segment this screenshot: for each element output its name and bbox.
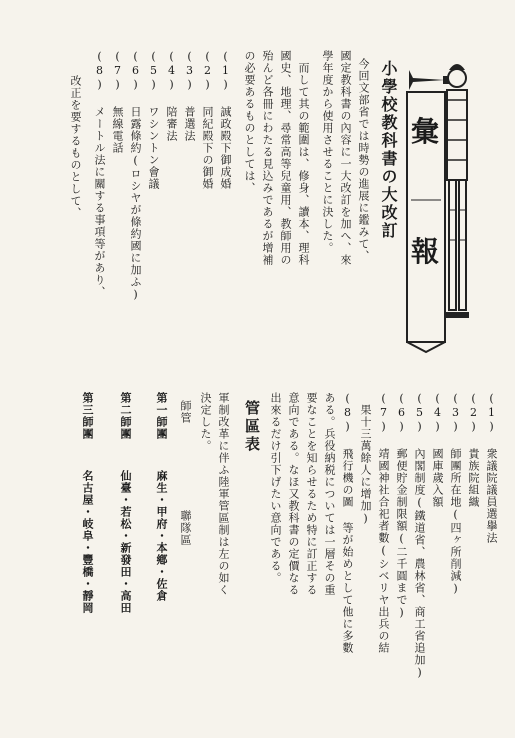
article1-line: 殆んど各冊にわたる見込みであるが增補 (261, 50, 274, 266)
article2-line: (8) 飛行機の圖 等が始めとして他に多數 (341, 392, 354, 654)
herald-char-1: 彙 (411, 115, 440, 148)
article1-line: 學年度から使用させることに決した。 (321, 50, 334, 254)
table-header-district: 聯隊區 (179, 510, 192, 546)
article2-line: (1) 衆議院議員選擧法 (485, 392, 498, 544)
article1-line: (6) 日露條約(ロシヤが條約國に加ふ) (129, 50, 142, 302)
article2-line: (4) 國庫歲入額 (431, 392, 444, 508)
article2-line: (6) 郵便貯金制限額(二千圓まで) (395, 392, 408, 620)
article1-line: (1) 誠政殿下御成婚 (219, 50, 232, 190)
article1-line: 今回文部省では時勢の進展に鑑みて、 (357, 58, 370, 262)
article1-line: 國史、地理、尋常高等兒童用、教師用の (279, 50, 292, 266)
article1-line: 而して其の範圍は、修身、讀本、理科 (297, 62, 310, 266)
article1-line: (2) 同紀殿下の御婚 (201, 50, 214, 190)
table-row-division: 第二師團 (119, 392, 132, 440)
article3-intro-line: 軍制改革に伴ふ陸軍管區制は左の如く (217, 392, 230, 596)
article2-line: 意向である。なほ又教科書の定價なる (287, 392, 300, 596)
article1-line: (4) 陪審法 (165, 50, 178, 142)
article1-line: の必要あるものとしては、 (243, 50, 256, 194)
article1-title: 小學校教科書の大改訂 (379, 60, 398, 240)
table-row-division: 第一師團 (155, 392, 168, 440)
article2-line: ある。兵役納税については一層その重 (323, 392, 336, 596)
article3-heading: 管區表 (243, 400, 261, 454)
table-row-areas: 麻生・甲府・本鄕・佐倉 (155, 470, 168, 602)
article1-line: (5) ワシントン會議 (147, 50, 160, 190)
article2-line: (2) 貴族院組織 (467, 392, 480, 508)
article2-line: (7) 靖國神社合祀者數(シベリヤ出兵の結 (377, 392, 390, 654)
herald-figure-illustration (405, 40, 470, 360)
article1-line: 改正を要するものとして、 (69, 75, 82, 219)
article1-line: 國定教科書の內容に一大改訂を加へ、來 (339, 50, 352, 266)
article1-line: (7) 無線電話 (111, 50, 124, 154)
table-row-areas: 名古屋・岐阜・豐橋・靜岡 (81, 470, 94, 614)
article2-line: 出來るだけ引下げたい意向である。 (269, 392, 282, 584)
table-row-division: 第三師團 (81, 392, 94, 440)
article2-line: 果十三萬餘人に增加) (359, 392, 372, 526)
table-header-division: 師管 (179, 400, 192, 424)
article1-line: (8) メートル法に關する事項等があり、 (93, 50, 106, 298)
article3-intro-line: 決定した。 (199, 392, 212, 452)
article2-line: 要なことを知らせるため特に訂正する (305, 392, 318, 596)
article1-line: (3) 普選法 (183, 50, 196, 142)
article2-line: (3) 師團所在地(四ヶ所削減) (449, 392, 462, 596)
table-row-areas: 仙臺・若松・新發田・高田 (119, 470, 132, 614)
herald-char-2: 報 (411, 235, 440, 268)
article2-line: (5) 內閣制度(鐵道省、農林省、商工省追加) (413, 392, 426, 680)
